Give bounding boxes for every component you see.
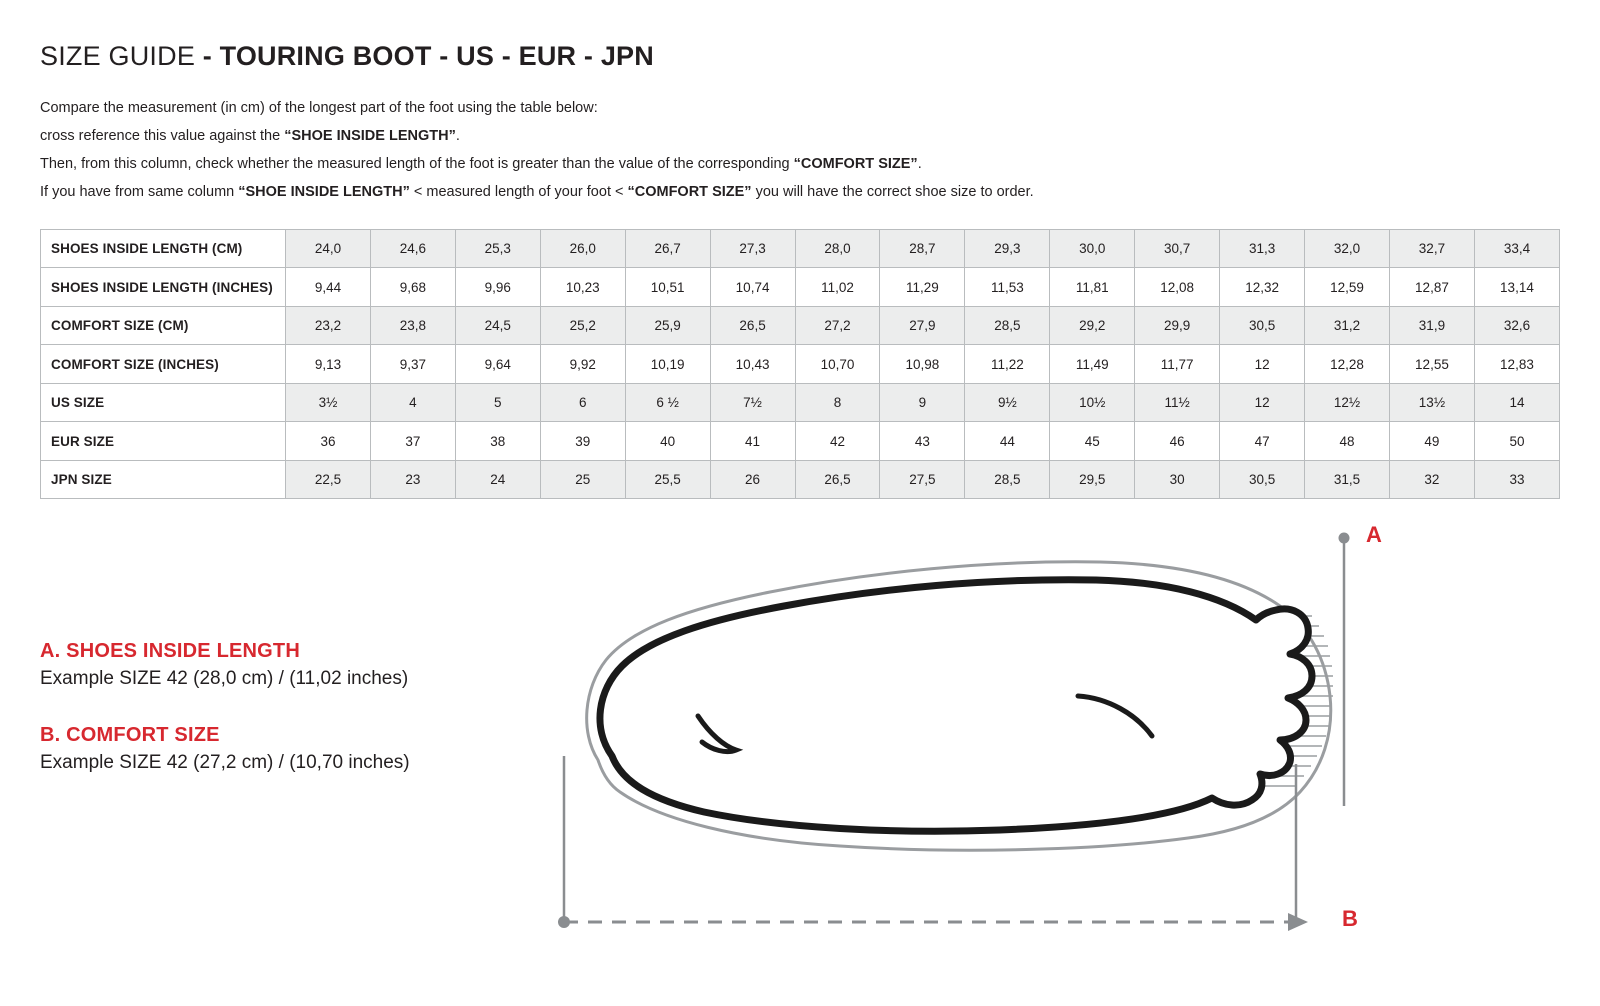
table-cell: 10,74 [710, 268, 795, 307]
table-cell: 23,2 [286, 306, 371, 345]
intro-line-2 [40, 122, 1560, 150]
table-cell: 49 [1389, 422, 1474, 461]
table-cell: 25 [540, 460, 625, 499]
table-row-header: COMFORT SIZE (CM) [41, 306, 286, 345]
legend-item-a [40, 640, 560, 690]
table-cell: 9½ [965, 383, 1050, 422]
table-cell: 9,44 [286, 268, 371, 307]
table-cell: 9 [880, 383, 965, 422]
intro-line-4-b: “SHOE INSIDE LENGTH” [238, 184, 410, 201]
table-row-header: US SIZE [41, 383, 286, 422]
table-cell: 30 [1135, 460, 1220, 499]
table-cell: 26,7 [625, 229, 710, 268]
table-cell: 11,49 [1050, 345, 1135, 384]
table-cell: 47 [1220, 422, 1305, 461]
table-cell: 8 [795, 383, 880, 422]
table-cell: 24,5 [455, 306, 540, 345]
table-cell: 12,87 [1389, 268, 1474, 307]
table-cell: 29,2 [1050, 306, 1135, 345]
table-cell: 40 [625, 422, 710, 461]
table-row [41, 229, 1560, 268]
table-cell: 12,28 [1305, 345, 1390, 384]
table-cell: 27,5 [880, 460, 965, 499]
table-row [41, 460, 1560, 499]
table-cell: 32,7 [1389, 229, 1474, 268]
legend-a-title: A. SHOES INSIDE LENGTH [40, 640, 300, 662]
page-title [40, 42, 1560, 72]
intro-line-1-text: Compare the measurement (in cm) of the longest part of the foot using the table below: [40, 99, 598, 116]
table-cell: 11,22 [965, 345, 1050, 384]
size-table-container [40, 229, 1560, 500]
table-cell: 30,5 [1220, 460, 1305, 499]
table-cell: 31,2 [1305, 306, 1390, 345]
size-conversion-table [40, 229, 1560, 500]
table-cell: 11,77 [1135, 345, 1220, 384]
intro-line-2-b: “SHOE INSIDE LENGTH” [284, 127, 456, 144]
intro-line-4-d: “COMFORT SIZE” [627, 184, 752, 201]
intro-paragraph [40, 94, 1560, 207]
intro-line-3-a: Then, from this column, check whether the measured length of the foot is greater than the value of the corresponding [40, 156, 794, 173]
intro-line-3 [40, 150, 1560, 178]
table-cell: 48 [1305, 422, 1390, 461]
table-cell: 30,7 [1135, 229, 1220, 268]
table-cell: 3½ [286, 383, 371, 422]
table-cell: 28,0 [795, 229, 880, 268]
table-cell: 44 [965, 422, 1050, 461]
intro-line-3-c: . [917, 156, 922, 173]
table-cell: 25,3 [455, 229, 540, 268]
table-cell: 45 [1050, 422, 1135, 461]
intro-line-1 [40, 94, 1560, 122]
intro-line-2-a: cross reference this value against the [40, 127, 285, 144]
table-cell: 12½ [1305, 383, 1390, 422]
table-cell: 46 [1135, 422, 1220, 461]
table-cell: 24,0 [286, 229, 371, 268]
table-cell: 26,0 [540, 229, 625, 268]
table-cell: 36 [286, 422, 371, 461]
table-cell: 26,5 [795, 460, 880, 499]
table-cell: 25,5 [625, 460, 710, 499]
table-cell: 12 [1220, 383, 1305, 422]
marker-label-a: A [1366, 522, 1382, 547]
table-cell: 11,53 [965, 268, 1050, 307]
table-cell: 27,2 [795, 306, 880, 345]
table-cell: 25,9 [625, 306, 710, 345]
legend-block [40, 640, 560, 774]
table-cell: 10,19 [625, 345, 710, 384]
table-cell: 25,2 [540, 306, 625, 345]
table-cell: 10,98 [880, 345, 965, 384]
table-cell: 39 [540, 422, 625, 461]
table-cell: 11½ [1135, 383, 1220, 422]
table-cell: 50 [1474, 422, 1559, 461]
foot-illustration [540, 520, 1560, 960]
intro-line-2-c: . [455, 127, 460, 144]
table-cell: 38 [455, 422, 540, 461]
table-cell: 12 [1220, 345, 1305, 384]
table-cell: 11,02 [795, 268, 880, 307]
table-row-header: SHOES INSIDE LENGTH (INCHES) [41, 268, 286, 307]
table-cell: 10½ [1050, 383, 1135, 422]
foot-diagram-svg [540, 520, 1560, 960]
table-cell: 30,5 [1220, 306, 1305, 345]
intro-line-4-a: If you have from same column [40, 184, 239, 201]
table-row [41, 345, 1560, 384]
table-cell: 22,5 [286, 460, 371, 499]
table-row-header: COMFORT SIZE (INCHES) [41, 345, 286, 384]
table-cell: 6 [540, 383, 625, 422]
table-row-header: EUR SIZE [41, 422, 286, 461]
table-cell: 10,51 [625, 268, 710, 307]
table-row [41, 306, 1560, 345]
table-cell: 41 [710, 422, 795, 461]
table-row [41, 422, 1560, 461]
table-cell: 28,5 [965, 306, 1050, 345]
legend-b-title: B. COMFORT SIZE [40, 724, 220, 746]
page-title-prefix: SIZE GUIDE [40, 41, 196, 71]
table-cell: 12,32 [1220, 268, 1305, 307]
line-b-arrowhead [1288, 913, 1308, 931]
foot-path [600, 580, 1312, 831]
table-cell: 24 [455, 460, 540, 499]
table-cell: 5 [455, 383, 540, 422]
table-cell: 10,23 [540, 268, 625, 307]
legend-a-text: Example SIZE 42 (28,0 cm) / (11,02 inches) [40, 668, 409, 689]
table-cell: 6 ½ [625, 383, 710, 422]
table-cell: 12,83 [1474, 345, 1559, 384]
table-cell: 24,6 [370, 229, 455, 268]
table-cell: 14 [1474, 383, 1559, 422]
table-cell: 11,81 [1050, 268, 1135, 307]
table-cell: 30,0 [1050, 229, 1135, 268]
intro-line-4-c: < measured length of your foot < [409, 184, 628, 201]
legend-item-b [40, 724, 560, 774]
table-cell: 7½ [710, 383, 795, 422]
foot-outline [600, 580, 1312, 831]
table-cell: 12,55 [1389, 345, 1474, 384]
table-cell: 23 [370, 460, 455, 499]
table-cell: 12,08 [1135, 268, 1220, 307]
table-row [41, 268, 1560, 307]
table-cell: 9,96 [455, 268, 540, 307]
intro-line-3-b: “COMFORT SIZE” [793, 156, 918, 173]
table-row-header: SHOES INSIDE LENGTH (CM) [41, 229, 286, 268]
table-cell: 31,9 [1389, 306, 1474, 345]
table-cell: 28,5 [965, 460, 1050, 499]
table-cell: 29,9 [1135, 306, 1220, 345]
table-cell: 9,37 [370, 345, 455, 384]
table-cell: 4 [370, 383, 455, 422]
table-cell: 26 [710, 460, 795, 499]
table-cell: 27,3 [710, 229, 795, 268]
line-a-endpoint [1339, 533, 1350, 544]
line-b-left-endpoint [558, 916, 570, 928]
table-cell: 27,9 [880, 306, 965, 345]
table-cell: 13½ [1389, 383, 1474, 422]
table-cell: 32,0 [1305, 229, 1390, 268]
table-cell: 13,14 [1474, 268, 1559, 307]
table-cell: 9,13 [286, 345, 371, 384]
table-cell: 32 [1389, 460, 1474, 499]
table-cell: 11,29 [880, 268, 965, 307]
table-cell: 26,5 [710, 306, 795, 345]
table-cell: 43 [880, 422, 965, 461]
table-cell: 9,92 [540, 345, 625, 384]
intro-line-4-e: you will have the correct shoe size to order. [751, 184, 1034, 201]
table-cell: 10,70 [795, 345, 880, 384]
intro-line-4 [40, 178, 1560, 206]
table-cell: 29,3 [965, 229, 1050, 268]
marker-label-b: B [1342, 906, 1358, 931]
table-row [41, 383, 1560, 422]
table-cell: 32,6 [1474, 306, 1559, 345]
table-cell: 31,5 [1305, 460, 1390, 499]
table-cell: 9,64 [455, 345, 540, 384]
table-cell: 42 [795, 422, 880, 461]
table-cell: 29,5 [1050, 460, 1135, 499]
table-row-header: JPN SIZE [41, 460, 286, 499]
table-cell: 33 [1474, 460, 1559, 499]
table-cell: 9,68 [370, 268, 455, 307]
page-title-rest: - TOURING BOOT - US - EUR - JPN [195, 41, 654, 71]
table-cell: 12,59 [1305, 268, 1390, 307]
table-cell: 10,43 [710, 345, 795, 384]
legend-b-text: Example SIZE 42 (27,2 cm) / (10,70 inches) [40, 752, 410, 773]
table-cell: 37 [370, 422, 455, 461]
table-cell: 23,8 [370, 306, 455, 345]
table-cell: 33,4 [1474, 229, 1559, 268]
table-cell: 28,7 [880, 229, 965, 268]
table-cell: 31,3 [1220, 229, 1305, 268]
